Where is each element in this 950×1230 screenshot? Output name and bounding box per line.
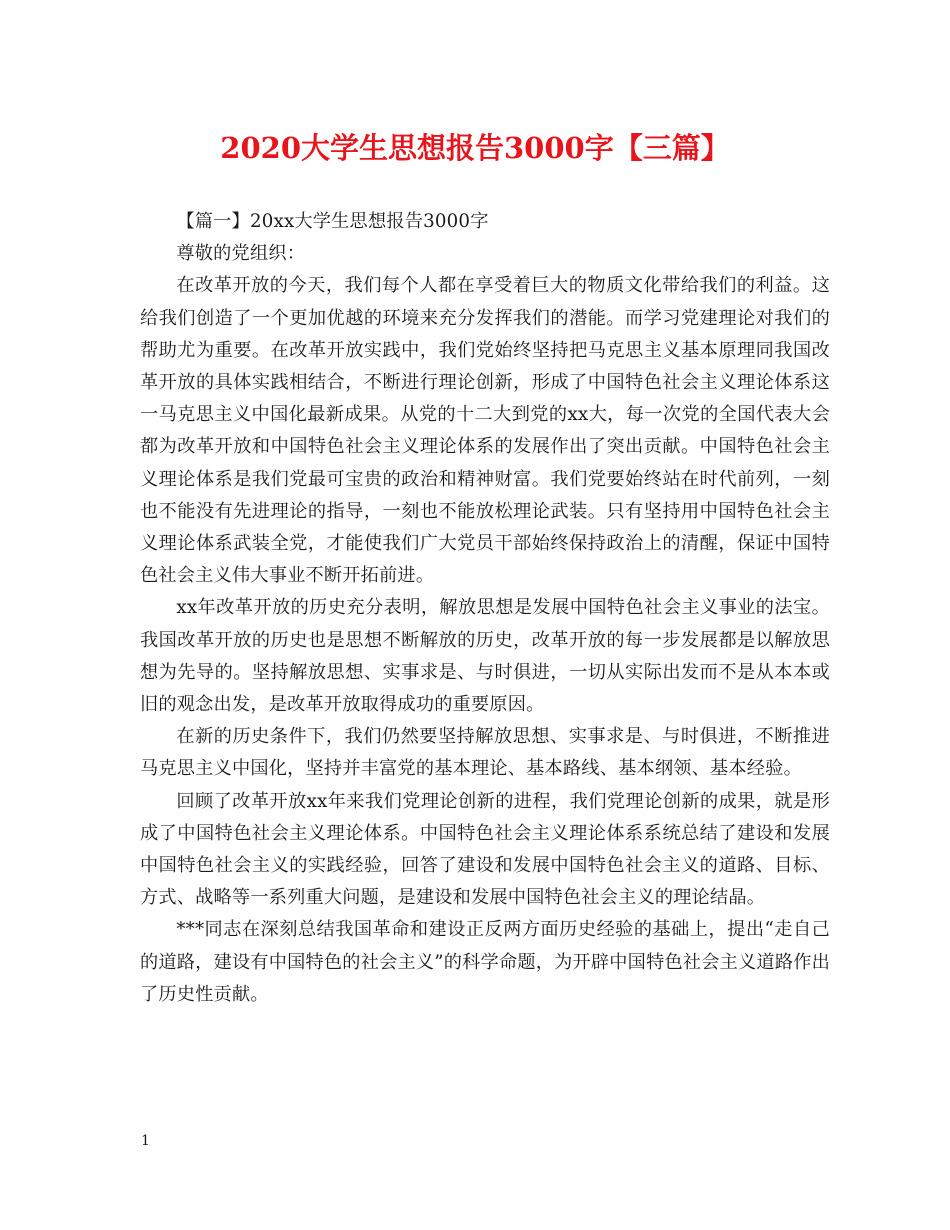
paragraph: xx年改革开放的历史充分表明，解放思想是发展中国特色社会主义事业的法宝。我国改革开放的历史也是思想不断解放的历史，改革开放的每一步发展都是以解放思想为先导的。坚持解放思想、实事求是、与时俱进，一切从实际出发而不是从本本或旧的观念出发，是改革开放取得成功的重要原因。 <box>140 597 830 716</box>
paragraph: 回顾了改革开放xx年来我们党理论创新的进程，我们党理论创新的成果，就是形成了中国特色社会主义理论体系。中国特色社会主义理论体系系统总结了建设和发展中国特色社会主义的实践经验，回答了建设和发展中国特色社会主义的道路、目标、方式、战略等一系列重大问题，是建设和发展中国特色社会主义的理论结晶。 <box>140 790 830 909</box>
page-number: 1 <box>141 1133 150 1149</box>
section-heading: 【篇一】20xx大学生思想报告3000字 <box>176 211 489 232</box>
document-body <box>140 206 830 1011</box>
paragraph: 在新的历史条件下，我们仍然要坚持解放思想、实事求是、与时俱进，不断推进马克思主义中国化，坚持并丰富党的基本理论、基本路线、基本纲领、基本经验。 <box>140 726 830 780</box>
paragraph: ***同志在深刻总结我国革命和建设正反两方面历史经验的基础上，提出“走自己的道路，建设有中国特色的社会主义”的科学命题，为开辟中国特色社会主义道路作出了历史性贡献。 <box>140 919 830 1005</box>
salutation: 尊敬的党组织： <box>176 243 306 265</box>
document-title: 2020大学生思想报告3000字【三篇】 <box>220 131 730 165</box>
paragraph: 在改革开放的今天，我们每个人都在享受着巨大的物质文化带给我们的利益。这给我们创造了一个更加优越的环境来充分发挥我们的潜能。而学习党建理论对我们的帮助尤为重要。在改革开放实践中，我们党始终坚持把马克思主义基本原理同我国改革开放的具体实践相结合，不断进行理论创新，形成了中国特色社会主义理论体系这一马克思主义中国化最新成果。从党的十二大到党的xx大，每一次党的全国代表大会都为改革开放和中国特色社会主义理论体系的发展作出了突出贡献。中国特色社会主义理论体系是我们党最可宝贵的政治和精神财富。我们党要始终站在时代前列，一刻也不能没有先进理论的指导，一刻也不能放松理论武装。只有坚持用中国特色社会主义理论体系武装全党，才能使我们广大党员干部始终保持政治上的清醒，保证中国特色社会主义伟大事业不断开拓前进。 <box>140 275 830 587</box>
